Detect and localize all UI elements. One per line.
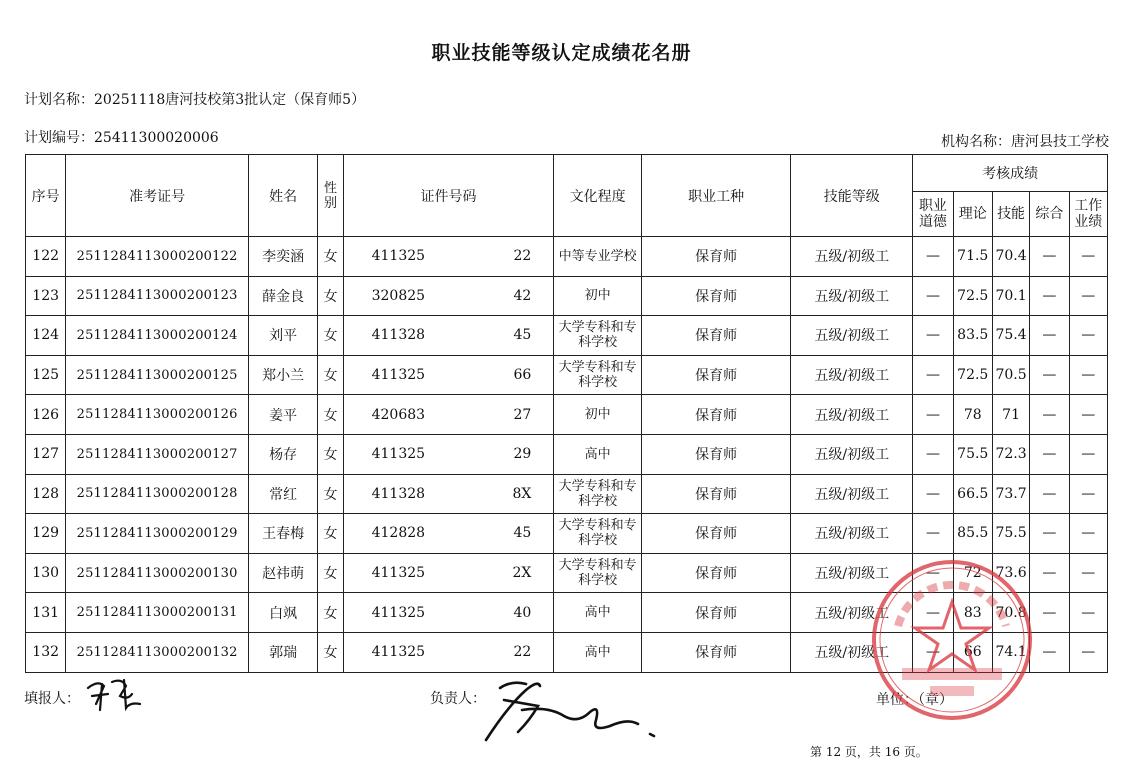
cell-sex: 女 xyxy=(318,632,343,672)
cell-overall: — xyxy=(1030,316,1069,356)
cell-name: 刘平 xyxy=(248,316,318,356)
cell-sex: 女 xyxy=(318,553,343,593)
cell-ethics: — xyxy=(913,395,953,435)
cell-ethics: — xyxy=(913,474,953,514)
cell-name: 常红 xyxy=(248,474,318,514)
cell-seq: 128 xyxy=(26,474,66,514)
header-theory: 理论 xyxy=(953,192,992,237)
id-suffix: 42 xyxy=(513,287,532,304)
header-scores-group: 考核成绩 xyxy=(913,155,1108,192)
header-seq: 序号 xyxy=(26,155,66,237)
cell-education: 初中 xyxy=(554,276,642,316)
cell-ticket: 2511284113000200123 xyxy=(66,276,249,316)
cell-id xyxy=(343,237,554,277)
cell-ethics: — xyxy=(913,355,953,395)
cell-work: — xyxy=(1069,632,1107,672)
table-row xyxy=(26,355,1108,395)
cell-sex: 女 xyxy=(318,355,343,395)
cell-sex: 女 xyxy=(318,593,343,633)
cell-name: 白飒 xyxy=(248,593,318,633)
id-suffix: 2X xyxy=(512,565,532,582)
id-suffix: 8X xyxy=(512,485,532,502)
id-number xyxy=(344,565,554,581)
cell-skill: 75.5 xyxy=(992,514,1029,554)
table-row xyxy=(26,514,1108,554)
cell-ticket: 2511284113000200124 xyxy=(66,316,249,356)
cell-education: 高中 xyxy=(554,593,642,633)
id-suffix: 66 xyxy=(513,367,532,384)
id-suffix: 40 xyxy=(513,604,532,621)
cell-name: 郑小兰 xyxy=(248,355,318,395)
cell-level: 五级/初级工 xyxy=(791,593,913,633)
cell-ticket: 2511284113000200126 xyxy=(66,395,249,435)
cell-work: — xyxy=(1069,395,1107,435)
cell-sex: 女 xyxy=(318,276,343,316)
cell-skill: 70.1 xyxy=(992,276,1029,316)
cell-sex: 女 xyxy=(318,514,343,554)
header-skill: 技能 xyxy=(992,192,1029,237)
id-suffix: 22 xyxy=(513,248,532,265)
id-suffix: 45 xyxy=(513,327,532,344)
cell-work: — xyxy=(1069,514,1107,554)
cell-job: 保育师 xyxy=(642,474,791,514)
cell-overall: — xyxy=(1030,237,1069,277)
cell-ticket: 2511284113000200125 xyxy=(66,355,249,395)
cell-job: 保育师 xyxy=(642,237,791,277)
cell-seq: 126 xyxy=(26,395,66,435)
table-row xyxy=(26,474,1108,514)
cell-theory: 75.5 xyxy=(953,434,992,474)
cell-ethics: — xyxy=(913,514,953,554)
header-education: 文化程度 xyxy=(554,155,642,237)
id-prefix: 412828 xyxy=(371,525,426,542)
cell-ethics: — xyxy=(913,316,953,356)
cell-id xyxy=(343,553,554,593)
cell-ethics: — xyxy=(913,276,953,316)
responsible-signature xyxy=(478,676,668,746)
id-prefix: 320825 xyxy=(371,287,426,304)
cell-skill: 72.3 xyxy=(992,434,1029,474)
id-prefix: 411325 xyxy=(371,446,426,463)
cell-education: 大学专科和专科学校 xyxy=(554,514,642,554)
id-prefix: 420683 xyxy=(371,406,426,423)
cell-work: — xyxy=(1069,316,1107,356)
cell-ticket: 2511284113000200122 xyxy=(66,237,249,277)
cell-job: 保育师 xyxy=(642,276,791,316)
cell-level: 五级/初级工 xyxy=(791,514,913,554)
cell-name: 郭瑞 xyxy=(248,632,318,672)
id-prefix: 411328 xyxy=(371,327,426,344)
cell-theory: 83.5 xyxy=(953,316,992,356)
cell-work: — xyxy=(1069,276,1107,316)
id-number xyxy=(344,486,554,502)
cell-job: 保育师 xyxy=(642,316,791,356)
id-number xyxy=(344,288,554,304)
cell-overall: — xyxy=(1030,395,1069,435)
cell-seq: 129 xyxy=(26,514,66,554)
cell-education: 初中 xyxy=(554,395,642,435)
cell-ticket: 2511284113000200130 xyxy=(66,553,249,593)
cell-seq: 130 xyxy=(26,553,66,593)
header-overall: 综合 xyxy=(1030,192,1069,237)
cell-level: 五级/初级工 xyxy=(791,553,913,593)
cell-skill: 70.5 xyxy=(992,355,1029,395)
cell-id xyxy=(343,316,554,356)
cell-skill: 71 xyxy=(992,395,1029,435)
cell-sex: 女 xyxy=(318,474,343,514)
table-row xyxy=(26,395,1108,435)
cell-name: 李奕涵 xyxy=(248,237,318,277)
cell-name: 王春梅 xyxy=(248,514,318,554)
cell-theory: 85.5 xyxy=(953,514,992,554)
organization-label: 机构名称： xyxy=(941,134,1011,150)
cell-id xyxy=(343,355,554,395)
document-title: 职业技能等级认定成绩花名册 xyxy=(431,42,692,64)
cell-skill: 73.6 xyxy=(992,553,1029,593)
cell-overall: — xyxy=(1030,632,1069,672)
header-name: 姓名 xyxy=(248,155,318,237)
cell-education: 大学专科和专科学校 xyxy=(554,553,642,593)
id-number xyxy=(344,525,554,541)
table-row xyxy=(26,276,1108,316)
cell-sex: 女 xyxy=(318,395,343,435)
id-prefix: 411325 xyxy=(371,367,426,384)
cell-seq: 124 xyxy=(26,316,66,356)
cell-skill: 75.4 xyxy=(992,316,1029,356)
unit-seal-label: 单位：（章） xyxy=(876,692,953,708)
cell-work: — xyxy=(1069,593,1107,633)
cell-job: 保育师 xyxy=(642,514,791,554)
id-number xyxy=(344,327,554,343)
cell-job: 保育师 xyxy=(642,593,791,633)
plan-name-value: 20251118唐河技校第3批认定（保育师5） xyxy=(94,92,366,108)
id-number xyxy=(344,407,554,423)
cell-ethics: — xyxy=(913,593,953,633)
cell-name: 薛金良 xyxy=(248,276,318,316)
cell-skill: 74.1 xyxy=(992,632,1029,672)
id-prefix: 411325 xyxy=(371,644,426,661)
cell-education: 高中 xyxy=(554,434,642,474)
cell-theory: 72.5 xyxy=(953,276,992,316)
cell-level: 五级/初级工 xyxy=(791,632,913,672)
cell-ticket: 2511284113000200128 xyxy=(66,474,249,514)
cell-seq: 131 xyxy=(26,593,66,633)
plan-name-label: 计划名称： xyxy=(24,92,94,108)
cell-seq: 127 xyxy=(26,434,66,474)
cell-seq: 132 xyxy=(26,632,66,672)
cell-overall: — xyxy=(1030,355,1069,395)
cell-work: — xyxy=(1069,237,1107,277)
filler-label: 填报人： xyxy=(24,691,80,707)
cell-sex: 女 xyxy=(318,237,343,277)
cell-seq: 125 xyxy=(26,355,66,395)
cell-education: 大学专科和专科学校 xyxy=(554,474,642,514)
organization-value: 唐河县技工学校 xyxy=(1011,134,1109,150)
cell-work: — xyxy=(1069,434,1107,474)
cell-theory: 66 xyxy=(953,632,992,672)
cell-theory: 72 xyxy=(953,553,992,593)
table-row xyxy=(26,434,1108,474)
cell-theory: 72.5 xyxy=(953,355,992,395)
cell-skill: 70.8 xyxy=(992,593,1029,633)
plan-number-value: 25411300020006 xyxy=(94,130,219,146)
cell-name: 赵祎萌 xyxy=(248,553,318,593)
id-prefix: 411325 xyxy=(371,565,426,582)
header-ethics: 职业道德 xyxy=(913,192,953,237)
cell-id xyxy=(343,632,554,672)
filler-signature xyxy=(82,674,148,714)
cell-sex: 女 xyxy=(318,316,343,356)
header-job: 职业工种 xyxy=(642,155,791,237)
id-number xyxy=(344,644,554,660)
cell-job: 保育师 xyxy=(642,395,791,435)
cell-theory: 78 xyxy=(953,395,992,435)
cell-id xyxy=(343,434,554,474)
cell-theory: 66.5 xyxy=(953,474,992,514)
cell-seq: 123 xyxy=(26,276,66,316)
cell-level: 五级/初级工 xyxy=(791,474,913,514)
cell-ticket: 2511284113000200131 xyxy=(66,593,249,633)
responsible-label: 负责人： xyxy=(430,691,486,707)
cell-skill: 73.7 xyxy=(992,474,1029,514)
cell-overall: — xyxy=(1030,514,1069,554)
cell-level: 五级/初级工 xyxy=(791,434,913,474)
cell-job: 保育师 xyxy=(642,355,791,395)
cell-job: 保育师 xyxy=(642,553,791,593)
cell-overall: — xyxy=(1030,276,1069,316)
cell-work: — xyxy=(1069,553,1107,593)
header-ticket: 准考证号 xyxy=(66,155,249,237)
table-row xyxy=(26,316,1108,356)
plan-number xyxy=(24,127,219,147)
table-row xyxy=(26,237,1108,277)
cell-name: 杨存 xyxy=(248,434,318,474)
organization xyxy=(941,131,1109,151)
cell-id xyxy=(343,474,554,514)
cell-education: 大学专科和专科学校 xyxy=(554,316,642,356)
cell-ticket: 2511284113000200132 xyxy=(66,632,249,672)
cell-name: 姜平 xyxy=(248,395,318,435)
cell-overall: — xyxy=(1030,593,1069,633)
cell-theory: 83 xyxy=(953,593,992,633)
cell-level: 五级/初级工 xyxy=(791,395,913,435)
id-number xyxy=(344,446,554,462)
cell-theory: 71.5 xyxy=(953,237,992,277)
plan-name xyxy=(24,89,365,109)
cell-seq: 122 xyxy=(26,237,66,277)
id-prefix: 411325 xyxy=(371,604,426,621)
cell-ticket: 2511284113000200129 xyxy=(66,514,249,554)
cell-id xyxy=(343,514,554,554)
cell-level: 五级/初级工 xyxy=(791,237,913,277)
id-suffix: 22 xyxy=(513,644,532,661)
cell-sex: 女 xyxy=(318,434,343,474)
cell-overall: — xyxy=(1030,434,1069,474)
header-work: 工作业绩 xyxy=(1069,192,1107,237)
cell-skill: 70.4 xyxy=(992,237,1029,277)
cell-ethics: — xyxy=(913,553,953,593)
cell-ticket: 2511284113000200127 xyxy=(66,434,249,474)
cell-level: 五级/初级工 xyxy=(791,276,913,316)
cell-job: 保育师 xyxy=(642,632,791,672)
id-suffix: 45 xyxy=(513,525,532,542)
cell-ethics: — xyxy=(913,237,953,277)
id-number xyxy=(344,367,554,383)
cell-id xyxy=(343,593,554,633)
plan-number-label: 计划编号： xyxy=(24,130,94,146)
cell-work: — xyxy=(1069,355,1107,395)
header-level: 技能等级 xyxy=(791,155,913,237)
cell-education: 高中 xyxy=(554,632,642,672)
cell-work: — xyxy=(1069,474,1107,514)
cell-education: 中等专业学校 xyxy=(554,237,642,277)
id-prefix: 411325 xyxy=(371,248,426,265)
official-seal xyxy=(868,556,1036,724)
cell-level: 五级/初级工 xyxy=(791,316,913,356)
cell-id xyxy=(343,276,554,316)
page-indicator: 第 12 页，共 16 页。 xyxy=(810,745,928,759)
id-number xyxy=(344,605,554,621)
header-id: 证件号码 xyxy=(343,155,554,237)
cell-ethics: — xyxy=(913,434,953,474)
cell-education: 大学专科和专科学校 xyxy=(554,355,642,395)
id-number xyxy=(344,248,554,264)
cell-level: 五级/初级工 xyxy=(791,355,913,395)
cell-job: 保育师 xyxy=(642,434,791,474)
cell-ethics: — xyxy=(913,632,953,672)
cell-id xyxy=(343,395,554,435)
id-prefix: 411328 xyxy=(371,485,426,502)
cell-overall: — xyxy=(1030,553,1069,593)
id-suffix: 27 xyxy=(513,406,532,423)
cell-overall: — xyxy=(1030,474,1069,514)
id-suffix: 29 xyxy=(513,446,532,463)
header-sex: 性别 xyxy=(318,155,343,237)
